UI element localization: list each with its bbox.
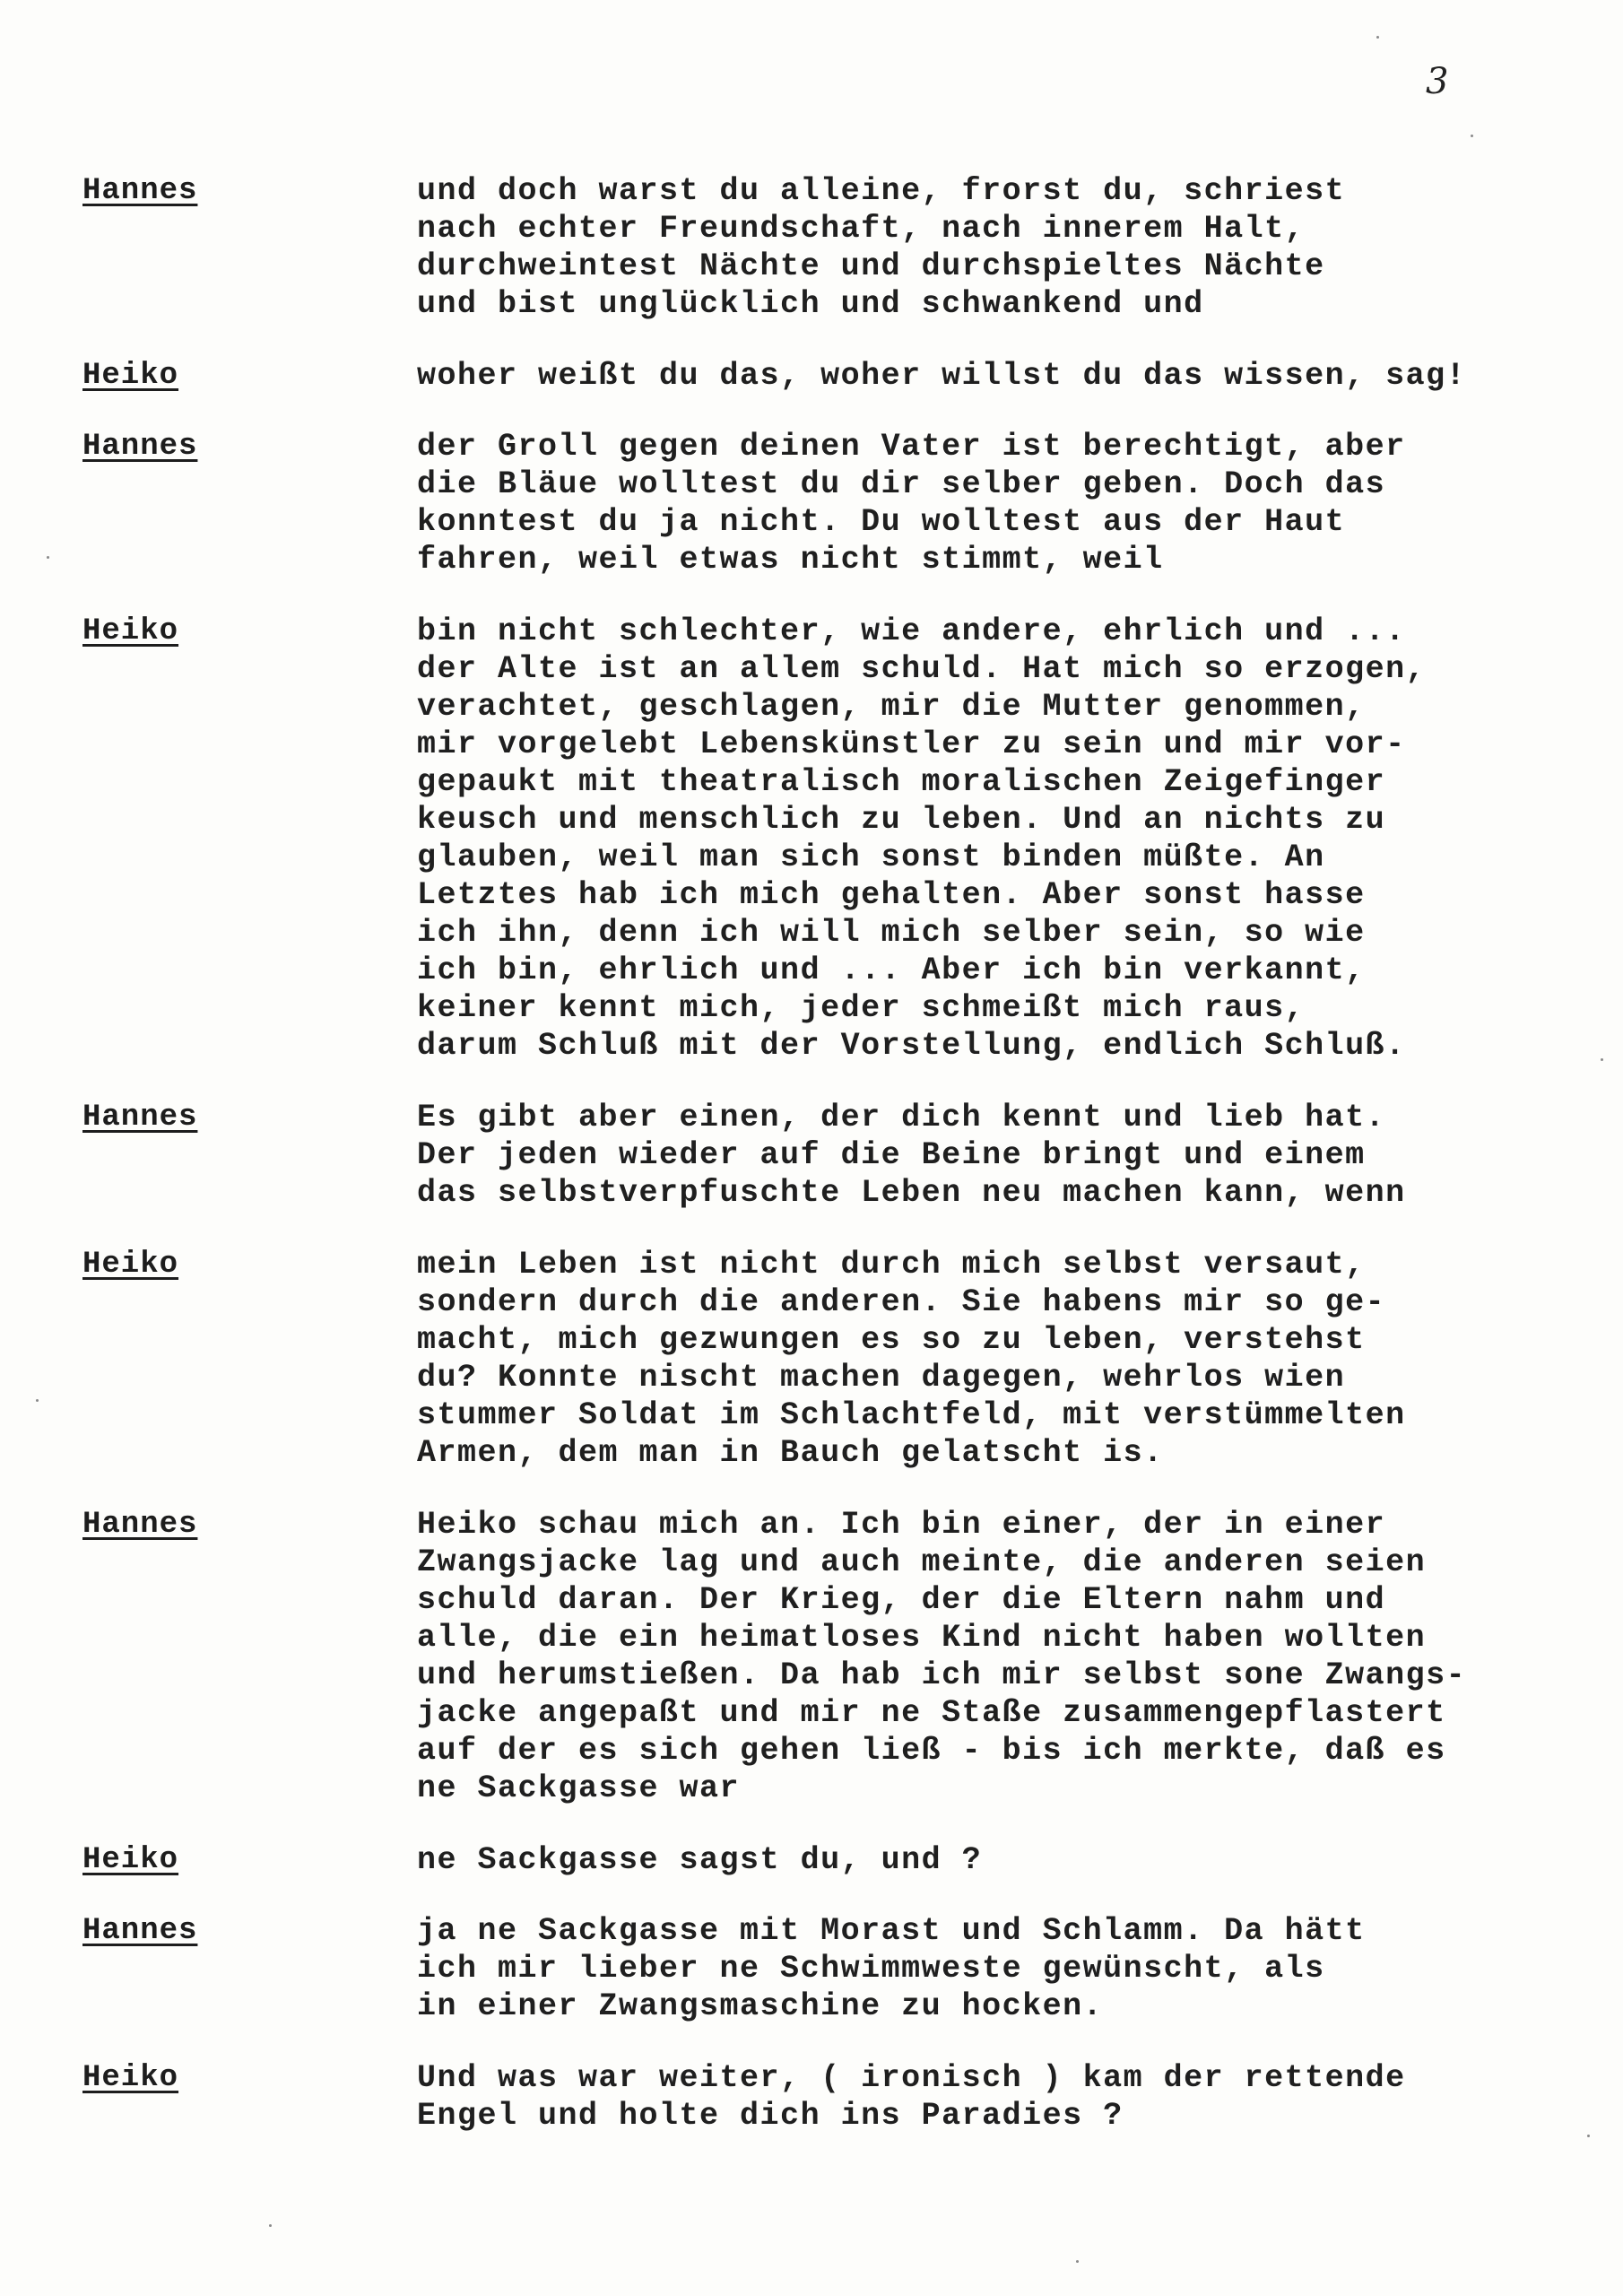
page-number: 3 [1426, 61, 1449, 102]
speaker-name: Heiko [82, 2061, 179, 2095]
speech-text: der Groll gegen deinen Vater ist berechtigt, aber die Bläue wolltest du dir selber geben. Doch das konntest du ja nicht. Du wolltest aus der Haut fahren, weil etwas nicht stimmt, weil [417, 429, 1406, 578]
scan-speck [36, 1399, 39, 1402]
speaker-name: Hannes [82, 1914, 198, 1948]
speech-text: bin nicht schlechter, wie andere, ehrlich und ... der Alte ist an allem schuld. Hat mich so erzogen, verachtet, geschlagen, mir die Mutter genommen, mir vorgelebt Lebenskünstler zu sein und mir vor- gepaukt mit theatralisch moralischen Zeigefinger keusch und menschlich zu leben. Und an nichts zu glauben, weil man sich sonst binden müßte. An Letztes hab ich mich gehalten. Aber sonst hasse ich ihn, denn ich will mich selber sein, so wie ich bin, ehrlich und ... Aber ich bin verkannt, keiner kennt mich, jeder schmeißt mich raus, darum Schluß mit der Vorstellung, endlich Schluß. [417, 613, 1427, 1064]
dialogue-entry [82, 1099, 1589, 1212]
dialogue-entry [82, 1912, 1589, 2025]
speech-text: ja ne Sackgasse mit Morast und Schlamm. Da hätt ich mir lieber ne Schwimmweste gewünscht, als in einer Zwangsmaschine zu hocken. [417, 1913, 1366, 2024]
speech-text: und doch warst du alleine, frorst du, schriest nach echter Freundschaft, nach innerem Halt, durchweintest Nächte und durchspieltes Nächte und bist unglücklich und schwankend und [417, 173, 1346, 322]
speaker-name: Heiko [82, 359, 179, 393]
dialogue-entry [82, 1841, 1589, 1880]
scan-speck [47, 556, 49, 559]
scan-speck [1601, 1058, 1603, 1061]
scan-speck [1076, 2260, 1079, 2263]
speaker-name: Heiko [82, 1843, 179, 1877]
scan-speck [269, 2224, 272, 2227]
speaker-name: Hannes [82, 1508, 198, 1542]
speech-text: woher weißt du das, woher willst du das wissen, sag! [417, 358, 1467, 394]
scan-speck [1587, 2135, 1590, 2137]
dialogue-script [82, 172, 1589, 2135]
speech-text: Und was war weiter, ( ironisch ) kam der rettende Engel und holte dich ins Paradies ? [417, 2060, 1406, 2134]
dialogue-entry [82, 2059, 1589, 2135]
speaker-name: Hannes [82, 174, 198, 208]
speech-text: Es gibt aber einen, der dich kennt und lieb hat. Der jeden wieder auf die Beine bringt und einem das selbstverpfuschte Leben neu machen kann, wenn [417, 1100, 1406, 1211]
dialogue-entry [82, 357, 1589, 396]
dialogue-entry [82, 172, 1589, 323]
speaker-name: Hannes [82, 1100, 198, 1135]
speech-text: ne Sackgasse sagst du, und ? [417, 1842, 983, 1878]
dialogue-entry [82, 1506, 1589, 1807]
dialogue-entry [82, 428, 1589, 578]
dialogue-entry [82, 1246, 1589, 1472]
speaker-name: Hannes [82, 430, 198, 464]
speaker-name: Heiko [82, 1248, 179, 1282]
dialogue-entry [82, 613, 1589, 1065]
speech-text: Heiko schau mich an. Ich bin einer, der in einer Zwangsjacke lag und auch meinte, die anderen seien schuld daran. Der Krieg, der die Eltern nahm und alle, die ein heimatloses Kind nicht haben wollten und herumstießen. Da hab ich mir selbst sone Zwangs- jacke angepaßt und mir ne Staße zusammengepflastert auf der es sich gehen ließ - bis ich merkte, daß es ne Sackgasse war [417, 1507, 1467, 1806]
speaker-name: Heiko [82, 614, 179, 648]
scan-speck [1376, 36, 1379, 39]
speech-text: mein Leben ist nicht durch mich selbst versaut, sondern durch die anderen. Sie habens mir so ge- macht, mich gezwungen es so zu leben, verstehst du? Konnte nischt machen dagegen, wehrlos wien stummer Soldat im Schlachtfeld, mit verstümmelten Armen, dem man in Bauch gelatscht is. [417, 1247, 1406, 1471]
scan-speck [1471, 135, 1473, 137]
